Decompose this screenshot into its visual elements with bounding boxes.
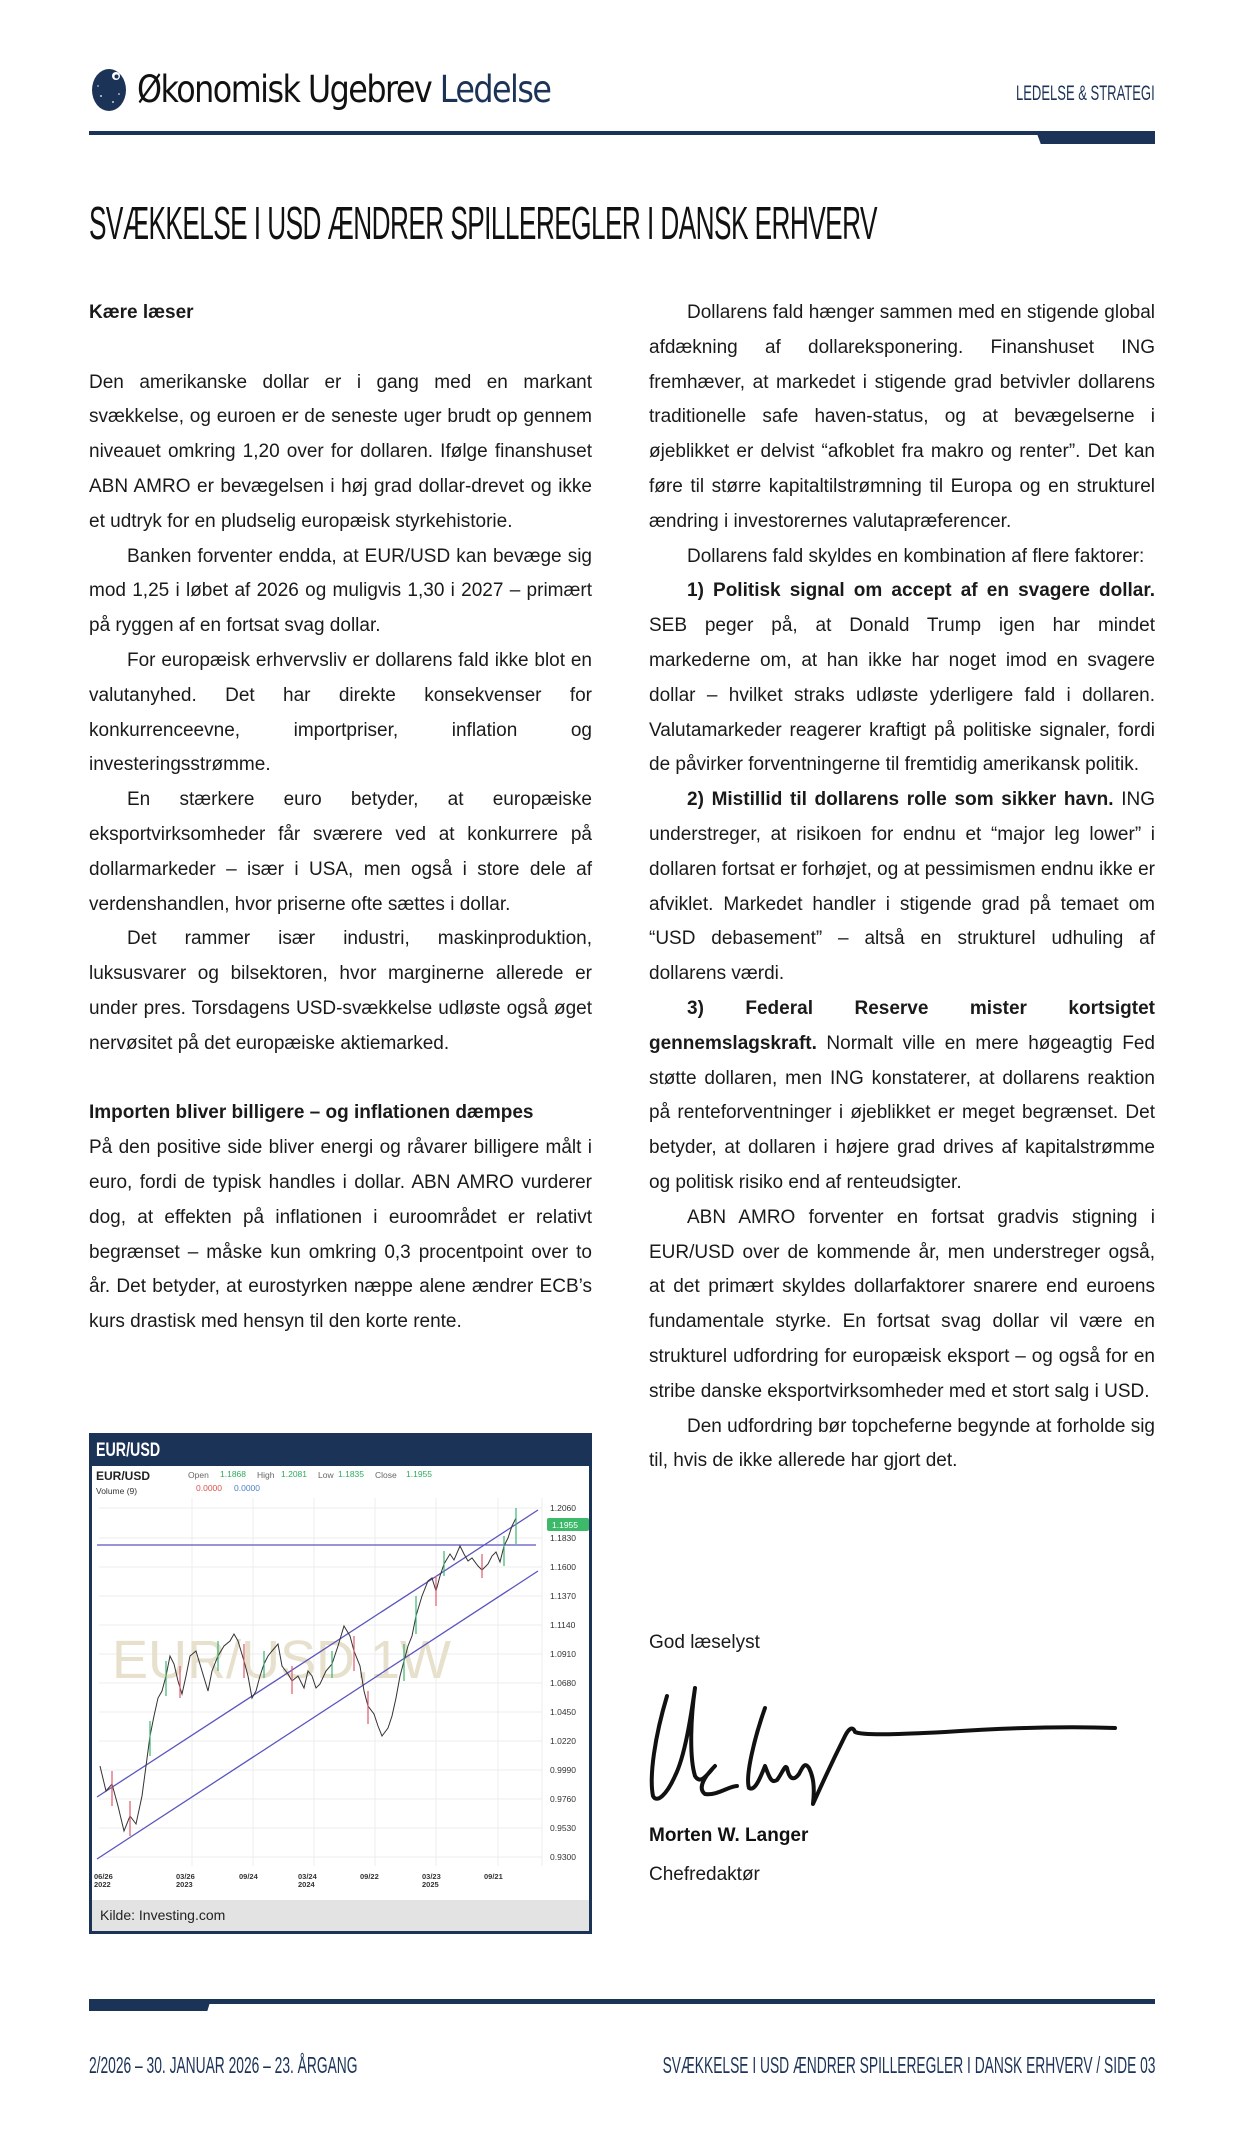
svg-text:1.2081: 1.2081 — [281, 1469, 307, 1479]
chart-volume-label: Volume (9) — [96, 1486, 138, 1496]
closing-line: God læselyst — [649, 1632, 760, 1653]
price-tag: 1.1955 — [552, 1520, 578, 1530]
svg-text:2022: 2022 — [94, 1880, 111, 1889]
right-column — [649, 296, 1155, 1479]
chart-symbol: EUR/USD — [96, 1469, 151, 1483]
svg-text:1.0680: 1.0680 — [550, 1678, 576, 1688]
paragraph: Banken forventer endda, at EUR/USD kan bevæge sig mod 1,25 i løbet af 2026 og muligvis 1,30 i 2027 – primært på ryggen af en fortsat svag dollar. — [89, 545, 592, 637]
svg-text:High: High — [257, 1470, 275, 1480]
brand-sub: Ledelse — [439, 67, 551, 111]
svg-text:09/21: 09/21 — [484, 1872, 503, 1881]
svg-text:1.0910: 1.0910 — [550, 1649, 576, 1659]
svg-text:06/26: 06/26 — [94, 1872, 113, 1881]
paragraph: Det rammer især industri, maskinproduktion, luksusvarer og bilsektoren, hvor marginerne allerede er under pres. Torsdagens USD-svækkelse udløste også øget nervøsitet på det europæiske aktiemarked. — [89, 928, 592, 1054]
chart-watermark: EUR/USD,1W — [112, 1630, 452, 1690]
svg-text:0.9300: 0.9300 — [550, 1852, 576, 1862]
svg-text:2024: 2024 — [298, 1880, 315, 1889]
article-title: SVÆKKELSE I USD ÆNDRER SPILLEREGLER I DANSK ERHVERV — [89, 197, 877, 249]
svg-text:1.0220: 1.0220 — [550, 1736, 576, 1746]
candlestick-plot — [92, 1466, 589, 1900]
svg-text:1.1370: 1.1370 — [550, 1591, 576, 1601]
factor-2-heading: 2) Mistillid til dollarens rolle som sikker havn. — [687, 789, 1114, 811]
chart-source: Kilde: Investing.com — [92, 1900, 589, 1931]
chart-title-bar — [92, 1436, 589, 1466]
footer-divider-tab — [89, 1999, 211, 2011]
paragraph: Dollarens fald skyldes en kombination af flere faktorer: — [687, 545, 1145, 567]
paragraph: Den amerikanske dollar er i gang med en markant svækkelse, og euroen er de seneste uger brudt op gennem niveauet omkring 1,20 over for dollaren. Ifølge finanshuset ABN AMRO er bevægelsen i høj grad dollar-drevet og ikke et udtryk for en pludselig europæisk styrkehistorie. — [89, 371, 592, 532]
svg-text:1.1140: 1.1140 — [550, 1620, 576, 1630]
greeting: Kære læser — [89, 302, 194, 323]
signer-name: Morten W. Langer — [649, 1825, 809, 1846]
brand-name — [137, 68, 550, 111]
svg-text:1.2060: 1.2060 — [550, 1503, 576, 1513]
svg-text:03/23: 03/23 — [422, 1872, 441, 1881]
factor-2 — [649, 783, 1155, 992]
factor-1-heading: 1) Politisk signal om accept af en svagere dollar. — [687, 580, 1155, 602]
paragraph: Den udfordring bør topcheferne begynde at forholde sig til, hvis de ikke allerede har gjort det. — [649, 1415, 1155, 1472]
svg-text:2025: 2025 — [422, 1880, 439, 1889]
svg-text:1.1868: 1.1868 — [220, 1469, 246, 1479]
factor-1-text: SEB peger på, at Donald Trump igen har mindet markederne om, at han ikke har noget imod en svagere dollar – hvilket straks udløste yderligere fald i dollaren. Valutamarkeder reagerer kraftigt på politiske signaler, fordi de påvirker forventningerne til fremtidig amerikansk politik. — [649, 615, 1155, 776]
signer-role: Chefredaktør — [649, 1864, 760, 1885]
paragraph: På den positive side bliver energi og råvarer billigere målt i euro, fordi de typisk handles i dollar. ABN AMRO vurderer dog, at effekten på inflationen i euroområdet er relativt begrænset – måske kun omkring 0,3 procentpoint over to år. Det betyder, at eurostyrken næppe alene ændrer ECB’s kurs drastisk med hensyn til den korte rente. — [89, 1137, 592, 1333]
chart-plot — [92, 1466, 589, 1900]
svg-text:Close: Close — [375, 1470, 397, 1480]
y-axis-labels — [550, 1503, 576, 1862]
paragraph: Dollarens fald hænger sammen med en stigende global afdækning af dollareksponering. Finanshuset ING fremhæver, at markedet i stigende grad betvivler dollarens traditionelle safe haven-status, og at bevægelserne i øjeblikket er delvist “afkoblet fra makro og renter”. Det kan føre til større kapitaltilstrømning til Europa og en strukturel ændring i investorernes valutapræferencer. — [649, 302, 1155, 532]
paragraph: For europæisk erhvervsliv er dollarens fald ikke blot en valutanyhed. Det har direkte konsekvenser for konkurrenceevne, importpriser, inflation og investeringsstrømme. — [89, 649, 592, 776]
svg-text:1.1835: 1.1835 — [338, 1469, 364, 1479]
svg-text:0.9530: 0.9530 — [550, 1823, 576, 1833]
svg-text:1.1600: 1.1600 — [550, 1562, 576, 1572]
svg-text:09/22: 09/22 — [360, 1872, 379, 1881]
svg-text:0.0000: 0.0000 — [234, 1483, 260, 1493]
paragraph: En stærkere euro betyder, at europæiske eksportvirksomheder får sværere ved at konkurrere på dollarmarkeder – især i USA, men også i store dele af verdenshandlen, hvor priserne ofte sættes i dollar. — [89, 789, 592, 915]
factor-1 — [649, 574, 1155, 783]
factor-3-text: Normalt ville en mere høgeagtig Fed støtte dollaren, men ING konstaterer, at dollarens reaktion på renteforventninger i øjeblikket er meget begrænset. Det betyder, at dollaren i højere grad drives af kapitalstrømme og politisk risiko end af renteudsigter. — [649, 1032, 1155, 1193]
signature-icon — [645, 1676, 1125, 1816]
issue-info: 2/2026 – 30. JANUAR 2026 – 23. ÅRGANG — [89, 2052, 358, 2078]
svg-text:1.1955: 1.1955 — [406, 1469, 432, 1479]
svg-text:Low: Low — [318, 1470, 334, 1480]
svg-text:1.1830: 1.1830 — [550, 1533, 576, 1543]
section-label: LEDELSE & STRATEGI — [1016, 82, 1155, 105]
subheading: Importen bliver billigere – og inflationen dæmpes — [89, 1102, 534, 1124]
svg-text:09/24: 09/24 — [239, 1872, 258, 1881]
factor-2-text: ING understreger, at risikoen for endnu et “major leg lower” i dollaren fortsat er forhøjet, og at pessimismen endnu ikke er afviklet. Markedet handler i stigende grad på temaet om “USD debasement” – altså en strukturel udhuling af dollarens værdi. — [649, 789, 1155, 985]
paragraph: ABN AMRO forventer en fortsat gradvis stigning i EUR/USD over de kommende år, men understreger også, at det primært skyldes dollarfaktorer snarere end euroens fundamentale styrke. En fortsat svag dollar vil være en strukturel udfordring for europæisk eksport – og også for en stribe danske eksportvirksomheder med et stort salg i USD. — [649, 1206, 1155, 1402]
svg-text:1.0450: 1.0450 — [550, 1707, 576, 1717]
page-reference: SVÆKKELSE I USD ÆNDRER SPILLEREGLER I DANSK ERHVERV / SIDE 03 — [662, 2052, 1155, 2078]
masthead — [89, 60, 1155, 140]
svg-text:0.0000: 0.0000 — [196, 1483, 222, 1493]
svg-text:03/26: 03/26 — [176, 1872, 195, 1881]
globe-logo-icon — [89, 66, 129, 112]
left-column — [89, 296, 592, 1340]
header-divider-tab — [1036, 131, 1155, 144]
brand-main: Økonomisk Ugebrev — [137, 67, 432, 111]
eurusd-chart — [89, 1433, 592, 1934]
chart-box-title: EUR/USD — [96, 1440, 161, 1461]
logo — [89, 66, 618, 112]
svg-text:0.9760: 0.9760 — [550, 1794, 576, 1804]
svg-text:03/24: 03/24 — [298, 1872, 317, 1881]
x-axis-labels — [94, 1872, 503, 1889]
factor-3 — [649, 992, 1155, 1201]
svg-text:Open: Open — [188, 1470, 209, 1480]
footer-divider — [89, 1999, 1155, 2004]
header-divider — [89, 131, 1155, 135]
svg-text:0.9990: 0.9990 — [550, 1765, 576, 1775]
svg-text:2023: 2023 — [176, 1880, 193, 1889]
factor-3-heading: 3) Federal Reserve mister kortsigtet gennemslagskraft. — [649, 997, 1155, 1054]
